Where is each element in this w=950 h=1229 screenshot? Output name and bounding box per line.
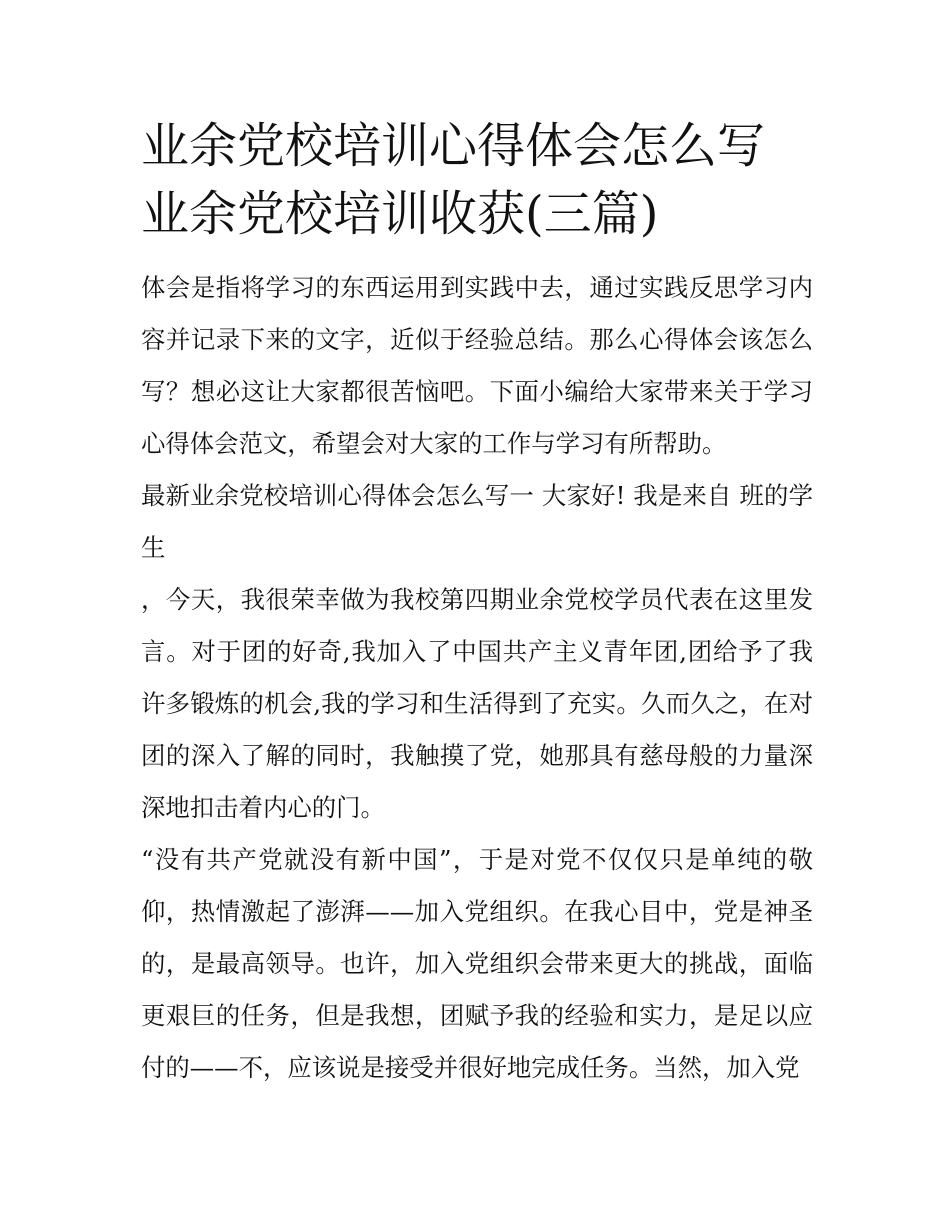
body-paragraph-1: ，今天，我很荣幸做为我校第四期业余党校学员代表在这里发言。对于团的好奇,我加入了中国共产主义青年团,团给予了我许多锻炼的机会,我的学习和生活得到了充实。久而久之，在对团的深入了解的同时，我触摸了党，她那具有慈母般的力量深深地扣击着内心的门。 xyxy=(141,585,813,822)
section-heading-paragraph: 最新业余党校培训心得体会怎么写一 大家好! 我是来自 班的学生 xyxy=(141,481,813,562)
body-paragraph-2: “没有共产党就没有新中国”，于是对党不仅仅只是单纯的敬仰，热情激起了澎湃——加入党组织。在我心目中，党是神圣的，是最高领导。也许，加入党组织会带来更大的挑战，面临更艰巨的任务，但是我想，团赋予我的经验和实力，是足以应付的——不，应该说是接受并很好地完成任务。当然，加入党 xyxy=(141,845,813,1082)
intro-paragraph: 体会是指将学习的东西运用到实践中去，通过实践反思学习内容并记录下来的文字，近似于经验总结。那么心得体会该怎么写？想必这让大家都很苦恼吧。下面小编给大家带来关于学习心得体会范文，希望会对大家的工作与学习有所帮助。 xyxy=(141,273,813,458)
title-line-2: 业余党校培训收获(三篇) xyxy=(141,186,659,242)
document-body xyxy=(141,112,813,1094)
document-title xyxy=(141,112,813,248)
title-line-1: 业余党校培训心得体会怎么写 xyxy=(141,118,766,174)
